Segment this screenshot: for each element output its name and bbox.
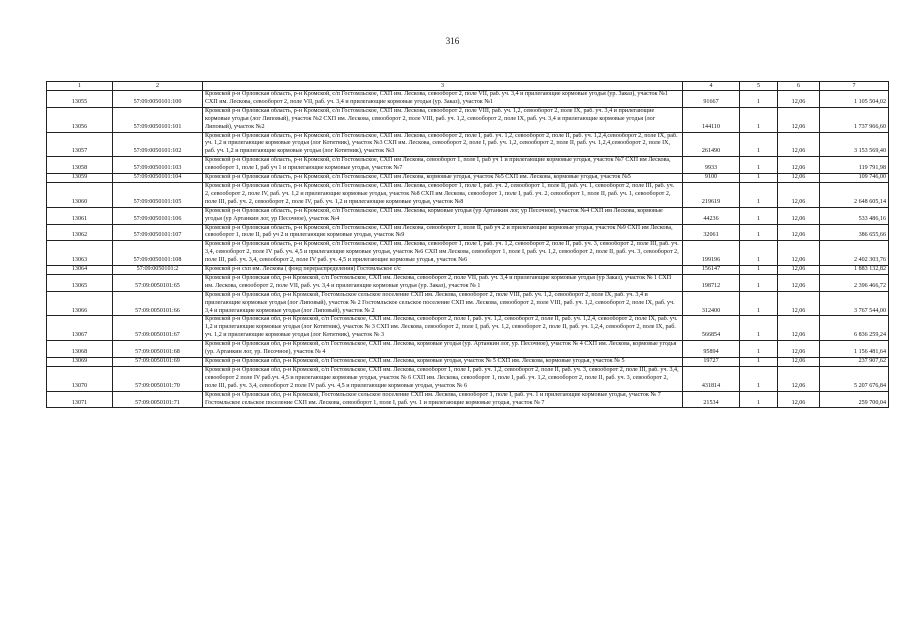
cadastral-value: 1 737 966,60: [820, 107, 889, 132]
cadastral-number: 57:09:0050101:2: [113, 266, 203, 275]
row-number: 13057: [47, 132, 113, 157]
cadastral-number: 57:09:0050101:66: [113, 291, 203, 316]
quantity: 1: [740, 182, 778, 207]
quantity: 1: [740, 241, 778, 266]
land-register-table: [46, 81, 889, 408]
land-description: Кромской р-н Орловская область, р-н Кромской, с/п Гостомльское, СХП им. Лескова, севооборот 2, поле I, раб. уч. 1,2, севооборот 2, поле II, раб. уч. 1,2,4,севооборот 2, поле IX, раб. уч. 1,2 и прилегающие кормовые угодья (лог Котятник), участок №3 СХП им. Лескова, севооборот 2, поле I, раб. уч. 1,2, севооборот 2, поле II, раб. уч. 1,2,4,севооборот 2, поле IX, раб. уч. 1,2 и прилегающие кормовые угодья (лог Котятник), участок №3: [203, 132, 683, 157]
land-description: Кромской р-н Орловская область, р-н Кромской, с/п Гостомльское, СХП им Лескова, севооборот 1, поле II, раб уч 2 и прилегающие кормовые угодья, участок №9 СХП им Лескова, севооборот 1, поле II, раб уч 2 и прилегающие кормовые угодья, участок №9: [203, 224, 683, 241]
row-number: 13070: [47, 366, 113, 391]
cadastral-number: 57:09:0050101:100: [113, 91, 203, 108]
table-row: [47, 358, 889, 367]
page-number: 316: [445, 36, 460, 46]
cadastral-value: 109 746,00: [820, 174, 889, 183]
unit-price: 12,06: [778, 341, 820, 358]
row-number: 13055: [47, 91, 113, 108]
cadastral-number: 57:09:0050101:105: [113, 182, 203, 207]
quantity: 1: [740, 291, 778, 316]
quantity: 1: [740, 274, 778, 291]
land-area: 261490: [683, 132, 740, 157]
unit-price: 12,06: [778, 391, 820, 408]
cadastral-number: 57:09:0050101:101: [113, 107, 203, 132]
row-number: 13066: [47, 291, 113, 316]
table-row: [47, 207, 889, 224]
quantity: 1: [740, 266, 778, 275]
unit-price: 12,06: [778, 224, 820, 241]
table-row: [47, 91, 889, 108]
land-area: 32061: [683, 224, 740, 241]
land-description: Кромской р-н Орловская обл, р-н Кромской, с/п Гостомльское, СХП им. Лескова, севооборот 2, поле I, раб. уч. 1,2, севооборот 2, поле II, раб. уч. 1,2,4, севооборот 2, поле IX, раб. уч. 1,2 и прилегающие кормовые угодья (лог Котятник), участок № 3 СХП им. Лескова, севооборот 2, поле I, раб. уч. 1,2, севооборот 2, поле II, раб. уч. 1,2,4, севооборот 2, поле IX, раб. уч. 1,2 и прилегающие кормовые угодья (лог Котятник), участок № 3: [203, 316, 683, 341]
unit-price: 12,06: [778, 274, 820, 291]
cadastral-value: 5 207 676,84: [820, 366, 889, 391]
row-number: 13062: [47, 224, 113, 241]
land-area: 312400: [683, 291, 740, 316]
land-area: 91667: [683, 91, 740, 108]
table-row: [47, 132, 889, 157]
row-number: 13058: [47, 157, 113, 174]
row-number: 13059: [47, 174, 113, 183]
row-number: 13056: [47, 107, 113, 132]
land-description: Кромской р-н Орловская обл, р-н Кромской, Гостомльское сельское поселение СХП им. Лескова, севооборот 2, поле VIII, раб. уч. 1,2, севооборот 2, поле IX, раб. уч. 3,4 и прилегающие кормовые угодья (лог Липовый), участок № 2 Гостомльское сельское поселение СХП им. Лескова, севооборот 2, поле VIII, раб. уч. 1,2, севооборот 2, поле IX, раб. уч. 3,4 и прилегающие кормовые угодья (лог Липовый), участок № 2: [203, 291, 683, 316]
column-header: 4: [683, 82, 740, 91]
unit-price: 12,06: [778, 316, 820, 341]
cadastral-value: 1 105 504,02: [820, 91, 889, 108]
table-row: [47, 241, 889, 266]
unit-price: 12,06: [778, 366, 820, 391]
cadastral-value: 3 153 569,40: [820, 132, 889, 157]
land-area: 431814: [683, 366, 740, 391]
land-area: 95894: [683, 341, 740, 358]
unit-price: 12,06: [778, 91, 820, 108]
cadastral-value: 259 700,04: [820, 391, 889, 408]
quantity: 1: [740, 224, 778, 241]
column-number-row: [47, 82, 889, 91]
table-row: [47, 174, 889, 183]
row-number: 13060: [47, 182, 113, 207]
table-row: [47, 391, 889, 408]
land-description: Кромской р-н Орловская область, р-н Кромской, с/п Гостомльское, СХП им. Лескова, севооборот 1, поле I, раб. уч. 1,2, севооборот 2, поле II, раб. уч. 3, севооборот 2, поле III, раб. уч. 3,4, севооборот 2, поле IV раб. уч. 4,5 и прилегающие кормовые угодья, участок №6 СХП им Лескова, севооборот 1, поле I, раб. уч. 1,2, севооборот 2, поле II, раб. уч. 3, севооборот 2, поле III, раб. уч. 3,4, севооборот 2, поле IV раб. уч. 4,5 и прилегающие кормовые угодья, участок №6: [203, 241, 683, 266]
cadastral-number: 57:09:0050101:70: [113, 366, 203, 391]
land-description: Кромской р-н Орловская область, р-н Кромской, с/п Гостомльское, СХП им. Лескова, севооборот 1, поле I, раб. уч. 2, севооборот 1, поле II, раб. уч. 1, севооборот 2, поле III, раб. уч. 2, севооборот 2, поле IV, раб. уч. 1,2 и прилегающие кормовые угодья, участок №8 СХП им Лескова, севооборот 1, поле I, раб. уч. 2, севооборот 1, поле II, раб. уч. 1, севооборот 2, поле III, раб. уч. 2, севооборот 2, поле IV, раб. уч. 1,2 и прилегающие кормовые угодья, участок №8: [203, 182, 683, 207]
cadastral-value: 119 791,98: [820, 157, 889, 174]
cadastral-value: 6 836 259,24: [820, 316, 889, 341]
land-area: 199196: [683, 241, 740, 266]
cadastral-value: 1 883 132,82: [820, 266, 889, 275]
land-description: Кромской р-н Орловская область, р-н Кромской, с/п Гостомльское, СХП им Лескова, севооборот 1, поле I, раб уч 1 и прилегающие кормовые угодья, участок №7 СХП им Лескова, севооборот 1, поле I, раб уч 1 и прилегающие кормовые угодья, участок №7: [203, 157, 683, 174]
quantity: 1: [740, 157, 778, 174]
table-row: [47, 266, 889, 275]
table-row: [47, 316, 889, 341]
row-number: 13067: [47, 316, 113, 341]
table-row: [47, 341, 889, 358]
cadastral-value: 2 402 303,76: [820, 241, 889, 266]
cadastral-value: 386 655,66: [820, 224, 889, 241]
cadastral-number: 57:09:0050101:103: [113, 157, 203, 174]
quantity: 1: [740, 207, 778, 224]
cadastral-value: 533 486,16: [820, 207, 889, 224]
quantity: 1: [740, 132, 778, 157]
land-area: 9100: [683, 174, 740, 183]
row-number: 13065: [47, 274, 113, 291]
column-header: 6: [778, 82, 820, 91]
cadastral-number: 57:09:0050101:107: [113, 224, 203, 241]
unit-price: 12,06: [778, 174, 820, 183]
row-number: 13063: [47, 241, 113, 266]
unit-price: 12,06: [778, 266, 820, 275]
column-header: 5: [740, 82, 778, 91]
cadastral-number: 57:09:0050101:68: [113, 341, 203, 358]
table-row: [47, 274, 889, 291]
land-description: Кромской р-н Орловская область, р-н Кромской, с/п Гостомльское, СХП им. Лескова, кормовые угодья (ур Артанкин лог, ур Песочное), участок №4 СХП им Лескова, кормовые угодья (ур Артанкин лог, ур Песочное), участок №4: [203, 207, 683, 224]
land-area: 566854: [683, 316, 740, 341]
land-description: Кромской р-н Орловская область, р-н Кромской, с/п Гостомльское, СХП им. Лескова, севооборот 2, поле VII, раб. уч. 3,4 и прилегающие кормовые угодья (ур. Заказ), участок №1 СХП им. Лескова, севооборот 2, поле VII, раб. уч. 3,4 и прилегающие кормовые угодья (ур. Заказ), участок №1: [203, 91, 683, 108]
land-area: 19727: [683, 358, 740, 367]
table-row: [47, 366, 889, 391]
cadastral-number: 57:09:0050101:106: [113, 207, 203, 224]
quantity: 1: [740, 366, 778, 391]
table-row: [47, 107, 889, 132]
land-description: Кромской р-н Орловская обл, р-н Кромской, с/п Гостомльское, СХП им. Лескова, кормовые угодья (ур. Артанкин лог, ур. Песочное), участок № 4 СХП им. Лескова, кормовые угодья (ур. Артанкин лог, ур. Песочное), участок № 4: [203, 341, 683, 358]
row-number: 13069: [47, 358, 113, 367]
land-description: Кромской р-н Орловская обл, р-н Кромской, Гостомльское сельское поселение СХП им. Лескова, севооборот 1, поле I, раб. уч. 1 и прилегающие кормовые угодья, участок № 7 Гостомльское сельское поселение СХП им. Лескова, севооборот 1, поле I, раб. уч. 1 и прилегающие кормовые угодья, участок № 7: [203, 391, 683, 408]
unit-price: 12,06: [778, 182, 820, 207]
land-area: 21534: [683, 391, 740, 408]
unit-price: 12,06: [778, 291, 820, 316]
table-body: [47, 91, 889, 408]
land-description: Кромской р-н схп им. Лескова ( фонд перераспределения) Гостомльское с/с: [203, 266, 683, 275]
cadastral-value: 2 648 605,14: [820, 182, 889, 207]
column-header: 3: [203, 82, 683, 91]
cadastral-value: 2 396 466,72: [820, 274, 889, 291]
table-row: [47, 157, 889, 174]
row-number: 13061: [47, 207, 113, 224]
land-description: Кромской р-н Орловская обл, р-н Кромской, с/п Гостомльское, СХП им. Лескова, севооборот 1, поле I, раб. уч. 1,2, севооборот 2, поле II, раб. уч. 3, севооборот 2, поле III, раб. уч. 3,4, севооборот 2 поле IV раб.уч. 4,5 и прилегающие кормовые угодья, участок № 6 СХП им. Лескова, севооборот 1, поле I, раб. уч. 1,2, севооборот 2, поле II, раб. уч. 3, севооборот 2, поле III, раб. уч. 3,4, севооборот 2 поле IV раб. уч. 4,5 и прилегающие кормовые угодья, участок № 6: [203, 366, 683, 391]
unit-price: 12,06: [778, 157, 820, 174]
cadastral-number: 57:09:0050101:102: [113, 132, 203, 157]
land-description: Кромской р-н Орловская область, р-н Кромской, с/п Гостомльское, СХП им. Лескова, севооборот 2, поле VIII, раб. уч. 1,2, севооборот 2, поле IX, раб. уч. 3,4 и прилегающие кормовые угодья (лог Липовый), участок №2 СХП им. Лескова, севооборот 2, поле VIII, раб. уч. 1,2, севооборот 2, поле IX, раб. уч. 3,4 и прилегающие кормовые угодья (лог Липовый), участок №2: [203, 107, 683, 132]
cadastral-value: 1 156 481,64: [820, 341, 889, 358]
quantity: 1: [740, 107, 778, 132]
cadastral-number: 57:09:0050101:108: [113, 241, 203, 266]
cadastral-value: 3 767 544,00: [820, 291, 889, 316]
column-header: 1: [47, 82, 113, 91]
quantity: 1: [740, 391, 778, 408]
land-area: 144110: [683, 107, 740, 132]
quantity: 1: [740, 341, 778, 358]
unit-price: 12,06: [778, 107, 820, 132]
row-number: 13064: [47, 266, 113, 275]
table-row: [47, 291, 889, 316]
cadastral-value: 237 907,62: [820, 358, 889, 367]
land-area: 156147: [683, 266, 740, 275]
cadastral-number: 57:09:0050101:71: [113, 391, 203, 408]
unit-price: 12,06: [778, 132, 820, 157]
land-description: Кромской р-н Орловская обл, р-н Кромской, с/п Гостомльское, СХП им. Лескова, кормовые угодья, участок № 5 СХП им. Лескова, кормовые угодья, участок № 5: [203, 358, 683, 367]
cadastral-number: 57:09:0050101:69: [113, 358, 203, 367]
cadastral-number: 57:09:0050101:104: [113, 174, 203, 183]
quantity: 1: [740, 358, 778, 367]
land-area: 219619: [683, 182, 740, 207]
row-number: 13071: [47, 391, 113, 408]
quantity: 1: [740, 316, 778, 341]
land-area: 9933: [683, 157, 740, 174]
land-area: 44236: [683, 207, 740, 224]
unit-price: 12,06: [778, 241, 820, 266]
cadastral-number: 57:09:0050101:67: [113, 316, 203, 341]
land-description: Кромской р-н Орловская обл, р-н Кромской, с/п Гостомльское, СХП им. Лескова, севооборот 2, поле VII, раб. уч. 3,4 и прилегающие кормовые угодья (ур Заказ), участок № 1 СХП им. Лескова, севооборот 2, поле VII, раб. уч. 3,4 и прилегающие кормовые угодья (ур. Заказ), участок № 1: [203, 274, 683, 291]
quantity: 1: [740, 174, 778, 183]
quantity: 1: [740, 91, 778, 108]
unit-price: 12,06: [778, 358, 820, 367]
table-row: [47, 224, 889, 241]
table-row: [47, 182, 889, 207]
row-number: 13068: [47, 341, 113, 358]
column-header: 7: [820, 82, 889, 91]
unit-price: 12,06: [778, 207, 820, 224]
cadastral-number: 57:09:0050101:65: [113, 274, 203, 291]
land-area: 198712: [683, 274, 740, 291]
land-description: Кромской р-н Орловская область, р-н Кромской, с/п Гостомльское, СХП им Лескова, кормовые угодья, участок №5 СХП им. Лескова, кормовые угодья, участок №5: [203, 174, 683, 183]
column-header: 2: [113, 82, 203, 91]
